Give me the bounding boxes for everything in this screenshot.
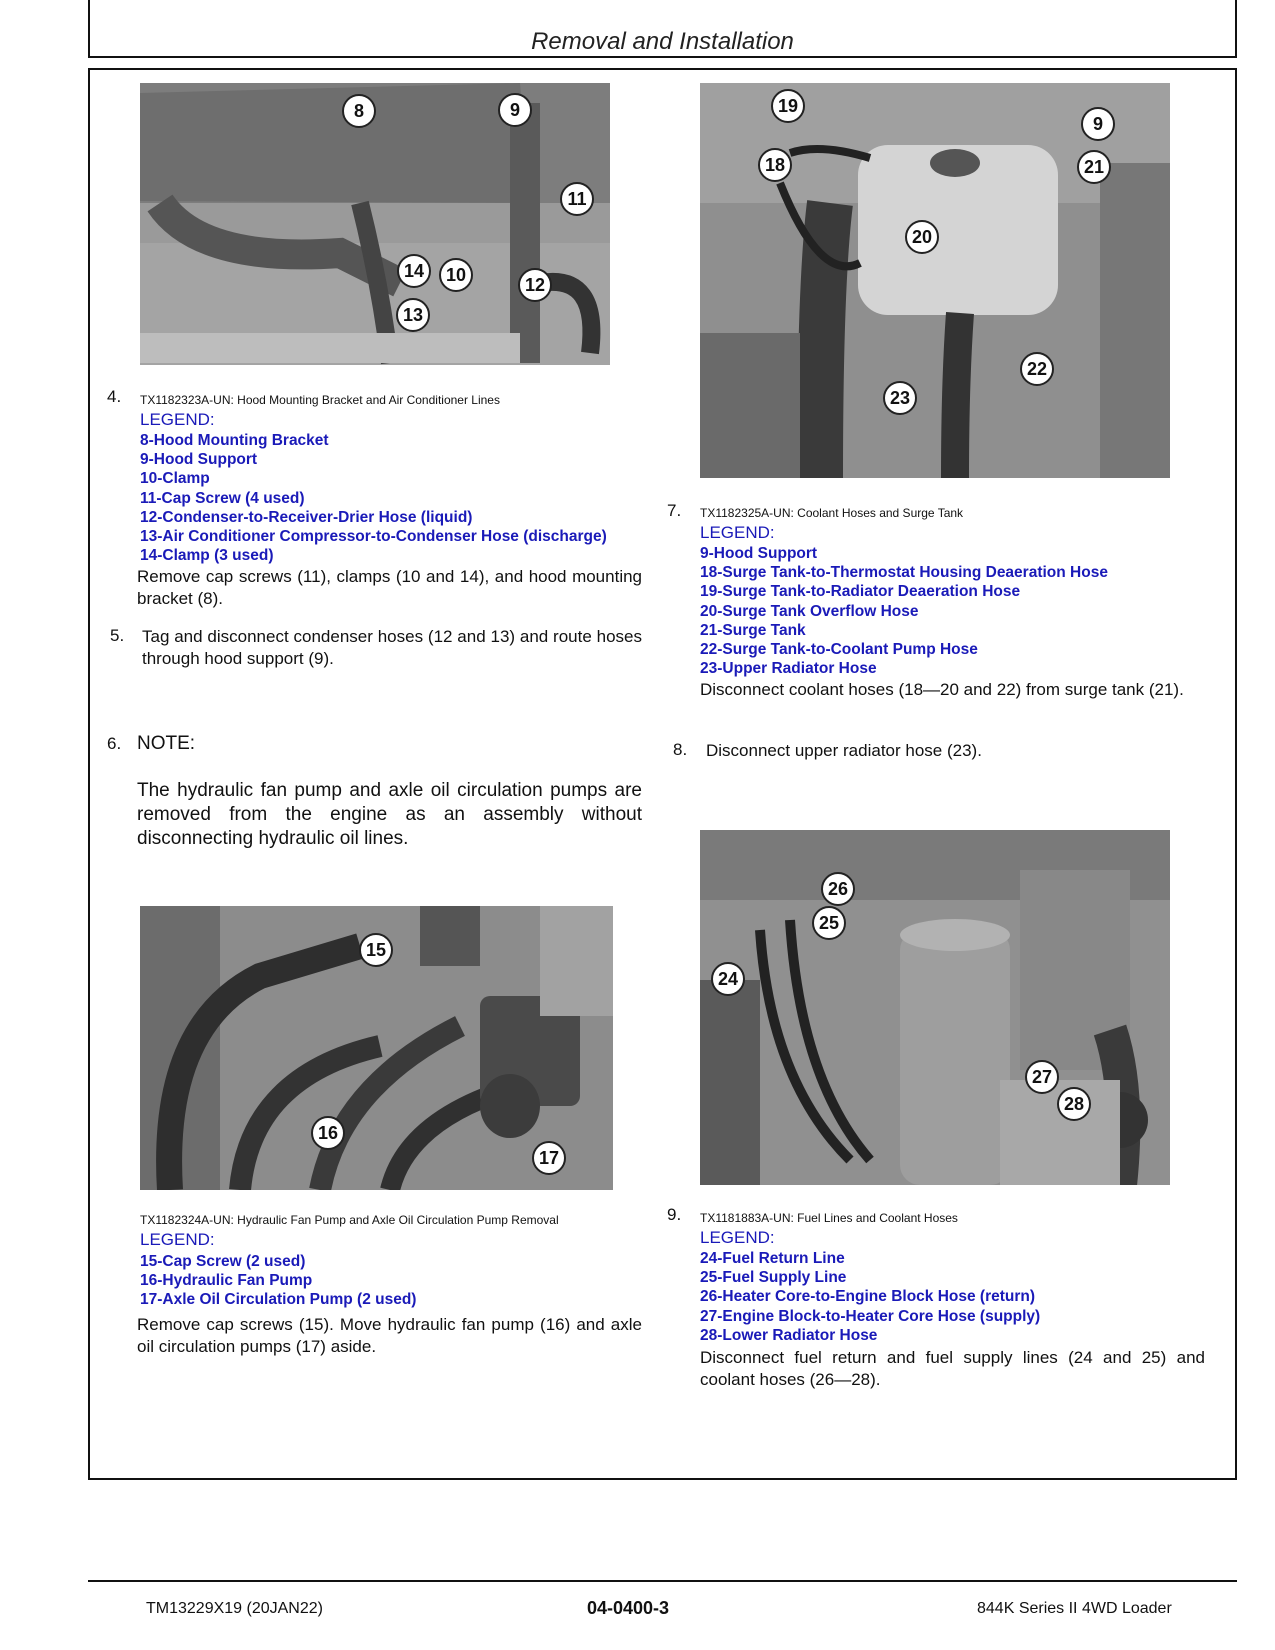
callout-8: 8: [342, 94, 376, 128]
callout-28: 28: [1057, 1087, 1091, 1121]
step-number: 6.: [107, 734, 122, 753]
legend-item: 27-Engine Block-to-Heater Core Hose (supply): [700, 1307, 1041, 1325]
callout-12: 12: [518, 268, 552, 302]
figure-caption: TX1181883A-UN: Fuel Lines and Coolant Hoses: [700, 1211, 958, 1225]
page-title: Removal and Installation: [531, 28, 794, 55]
step-number: 7.: [667, 501, 682, 520]
footer-doc-id: TM13229X19 (20JAN22): [146, 1600, 323, 1617]
step-number: 4.: [107, 387, 122, 406]
step-text: Disconnect fuel return and fuel supply lines (24 and 25) and coolant hoses (26—28).: [700, 1348, 1205, 1389]
callout-19: 19: [771, 89, 805, 123]
step-text: Tag and disconnect condenser hoses (12 and 13) and route hoses through hood support (9).: [142, 627, 642, 668]
legend-item: 11-Cap Screw (4 used): [140, 489, 305, 507]
figure-caption: TX1182324A-UN: Hydraulic Fan Pump and Axle Oil Circulation Pump Removal: [140, 1213, 559, 1227]
legend-item: 17-Axle Oil Circulation Pump (2 used): [140, 1291, 417, 1309]
legend-title: LEGEND:: [140, 1230, 215, 1249]
footer-page-number: 04-0400-3: [587, 1598, 670, 1618]
callout-25: 25: [812, 906, 846, 940]
footer-rule: [88, 1580, 1237, 1582]
legend-item: 23-Upper Radiator Hose: [700, 660, 877, 678]
step-number: 8.: [673, 740, 688, 759]
step-text: Remove cap screws (11), clamps (10 and 14), and hood mounting bracket (8).: [137, 567, 642, 608]
callout-27: 27: [1025, 1060, 1059, 1094]
legend-item: 9-Hood Support: [140, 451, 258, 469]
step-text: Disconnect coolant hoses (18—20 and 22) from surge tank (21).: [700, 680, 1184, 699]
legend-title: LEGEND:: [700, 1228, 775, 1247]
callout-16: 16: [311, 1116, 345, 1150]
legend-item: 18-Surge Tank-to-Thermostat Housing Deaeration Hose: [700, 564, 1108, 582]
figure-hood-mounting-bracket: [140, 83, 610, 365]
legend-item: 10-Clamp: [140, 470, 210, 488]
legend-list: [140, 431, 607, 565]
legend-list: [700, 544, 1108, 678]
legend-item: 19-Surge Tank-to-Radiator Deaeration Hose: [700, 583, 1021, 601]
callout-15: 15: [359, 933, 393, 967]
legend-list: [700, 1249, 1040, 1345]
legend-title: LEGEND:: [700, 523, 775, 542]
callout-18: 18: [758, 148, 792, 182]
figure-caption: TX1182323A-UN: Hood Mounting Bracket and Air Conditioner Lines: [140, 393, 500, 407]
legend-item: 9-Hood Support: [700, 545, 818, 562]
callout-9: 9: [1081, 107, 1115, 141]
legend-item: 26-Heater Core-to-Engine Block Hose (return): [700, 1288, 1036, 1306]
figure-coolant-hoses-surge-tank: [700, 83, 1170, 478]
legend-title: LEGEND:: [140, 410, 215, 429]
callout-13: 13: [396, 298, 430, 332]
footer-model-name: 844K Series II 4WD Loader: [977, 1600, 1172, 1617]
step-number: 9.: [667, 1205, 682, 1224]
step-text: Remove cap screws (15). Move hydraulic fan pump (16) and axle oil circulation pumps (17) aside.: [137, 1315, 642, 1356]
legend-item: 15-Cap Screw (2 used): [140, 1253, 306, 1270]
callout-20: 20: [905, 220, 939, 254]
callout-24: 24: [711, 962, 745, 996]
figure-caption: TX1182325A-UN: Coolant Hoses and Surge Tank: [700, 506, 964, 520]
legend-item: 21-Surge Tank: [700, 621, 806, 639]
step-number: 5.: [110, 626, 125, 645]
legend-item: 16-Hydraulic Fan Pump: [140, 1272, 313, 1290]
callout-26: 26: [821, 872, 855, 906]
legend-item: 13-Air Conditioner Compressor-to-Condenser Hose (discharge): [140, 528, 607, 546]
legend-item: 8-Hood Mounting Bracket: [140, 432, 329, 449]
callout-21: 21: [1077, 150, 1111, 184]
legend-item: 25-Fuel Supply Line: [700, 1269, 847, 1287]
callout-9: 9: [498, 93, 532, 127]
callout-17: 17: [532, 1141, 566, 1175]
callout-14: 14: [397, 254, 431, 288]
note-label: NOTE:: [137, 733, 196, 754]
note-text: The hydraulic fan pump and axle oil circulation pumps are removed from the engine as an assembly without disconnecting hydraulic oil lines.: [137, 780, 642, 849]
legend-item: 20-Surge Tank Overflow Hose: [700, 602, 919, 620]
callout-23: 23: [883, 381, 917, 415]
legend-list: [140, 1252, 416, 1310]
legend-item: 24-Fuel Return Line: [700, 1250, 845, 1267]
legend-item: 28-Lower Radiator Hose: [700, 1326, 878, 1344]
legend-item: 12-Condenser-to-Receiver-Drier Hose (liquid): [140, 508, 473, 526]
legend-item: 14-Clamp (3 used): [140, 547, 274, 565]
legend-item: 22-Surge Tank-to-Coolant Pump Hose: [700, 641, 978, 659]
step-text: Disconnect upper radiator hose (23).: [706, 741, 982, 760]
figure-fuel-lines-coolant-hoses: [700, 830, 1170, 1185]
callout-22: 22: [1020, 352, 1054, 386]
callout-10: 10: [439, 258, 473, 292]
callout-11: 11: [560, 182, 594, 216]
